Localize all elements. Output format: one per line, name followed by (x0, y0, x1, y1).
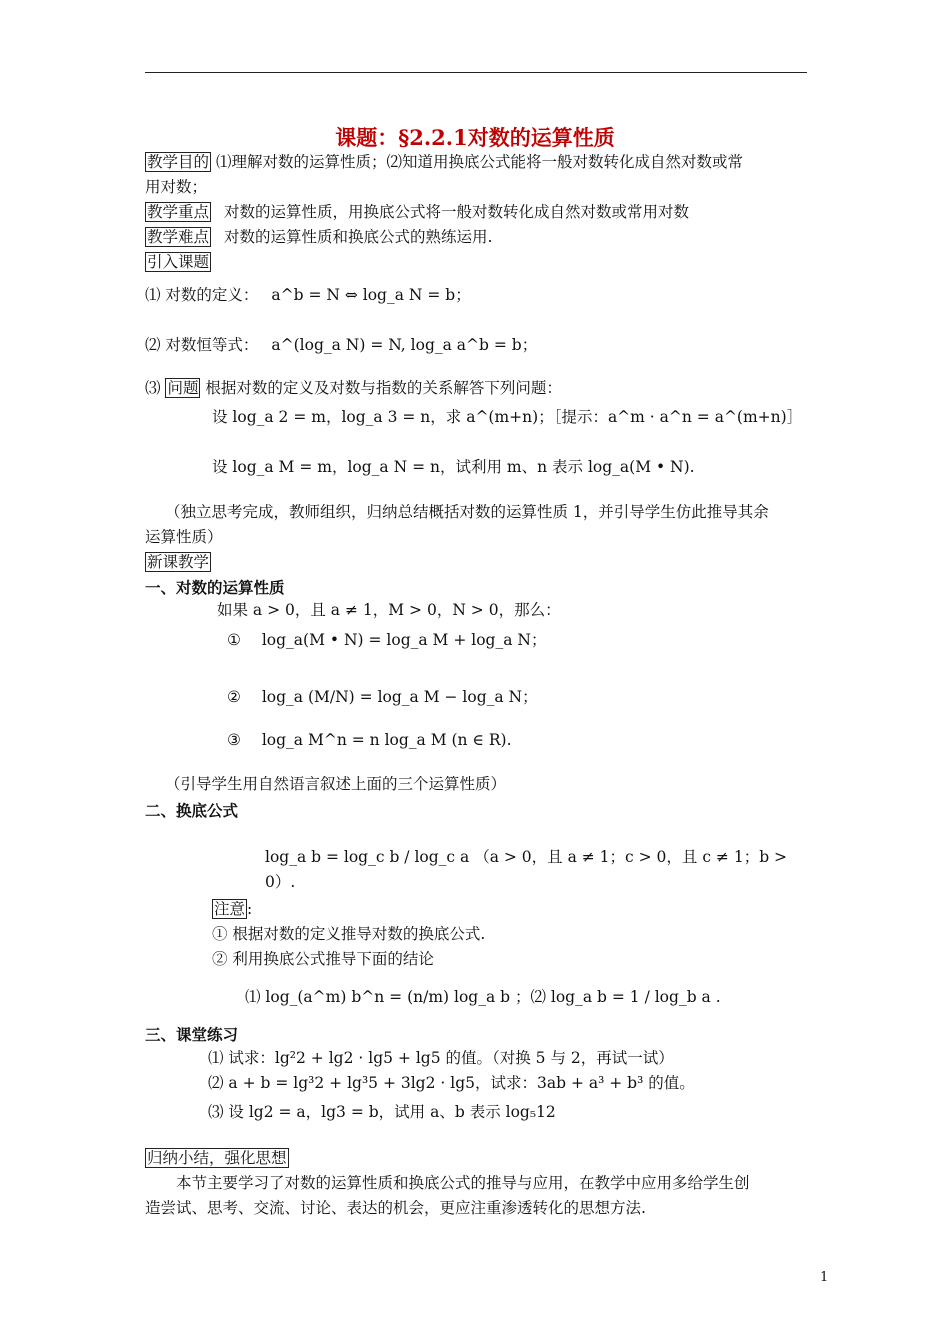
prop2-formula: log_a (M/N) = log_a M − log_a N； (261, 688, 538, 706)
change-of-base-formula: log_a b = log_c b / log_c a （a > 0，且 a ≠ 1；c > 0，且 c ≠ 1；b > 0）. (265, 848, 788, 891)
property-1 (227, 628, 807, 653)
goal-text-line1: ⑴理解对数的运算性质；⑵知道用换底公式能将一般对数转化成自然对数或常 (215, 153, 743, 171)
section-1-title: 一、对数的运算性质 (145, 578, 285, 597)
teaching-goal (145, 150, 807, 200)
item2-formula: a^(log_a N) = N, log_a a^b = b； (271, 336, 538, 354)
question-2: 设 log_a M = m，log_a N = n，试利用 m、n 表示 log_a(M • N). (212, 458, 695, 476)
property-3 (227, 728, 807, 753)
lesson-title: 课题：§2.2.1对数的运算性质 (335, 125, 615, 150)
teaching-focus (145, 200, 807, 225)
teaching-difficulty (145, 225, 807, 250)
exercise-3: ⑶ 设 lg2 = a，lg3 = b，试用 a、b 表示 log₅12 (208, 1103, 556, 1121)
difficulty-text: 对数的运算性质和换底公式的熟练运用. (223, 228, 493, 246)
section-3-title: 三、课堂练习 (145, 1025, 239, 1044)
attention-label: 注意 (214, 900, 246, 918)
question-label: 问题 (167, 379, 199, 397)
attention-2: ② 利用换底公式推导下面的结论 (212, 950, 434, 968)
focus-label: 教学重点 (147, 203, 210, 221)
new-lesson-label: 新课教学 (147, 553, 210, 571)
item2-label: ⑵ 对数恒等式： (145, 336, 259, 354)
prop2-num: ② (227, 688, 241, 706)
header-rule (145, 72, 807, 73)
exercise-1: ⑴ 试求：lg²2 + lg2 · lg5 + lg5 的值。（对换 5 与 2，再试一试） (208, 1049, 674, 1067)
conclusions: ⑴ log_(a^m) b^n = (n/m) log_a b ；⑵ log_a b = 1 / log_b a . (245, 988, 721, 1006)
summary-text (145, 1171, 807, 1221)
intro-note-line1: （独立思考完成，教师组织，归纳总结概括对数的运算性质 1，并引导学生仿此推导其余 (165, 503, 769, 521)
attention-heading: 注意 : (214, 900, 253, 918)
item1-label: ⑴ 对数的定义： (145, 286, 259, 304)
property-2 (227, 685, 807, 710)
intro-note-line2: 运算性质） (145, 528, 223, 546)
new-lesson-heading (145, 550, 807, 575)
goal-text-line2: 用对数； (145, 178, 208, 196)
item3-text: 根据对数的定义及对数与指数的关系解答下列问题： (205, 379, 562, 397)
section-1-condition: 如果 a > 0，且 a ≠ 1，M > 0，N > 0，那么： (217, 601, 561, 619)
intro-label: 引入课题 (147, 253, 210, 271)
exercise-2: ⑵ a + b = lg³2 + lg³5 + 3lg2 · lg5，试求：3ab + a³ + b³ 的值。 (208, 1074, 695, 1092)
item1-formula: a^b = N ⇔ log_a N = b； (271, 286, 471, 304)
difficulty-label: 教学难点 (147, 228, 210, 246)
summary-heading (145, 1146, 807, 1171)
property-note: （引导学生用自然语言叙述上面的三个运算性质） (165, 775, 507, 793)
prop3-formula: log_a M^n = n log_a M (n ∈ R). (261, 731, 512, 749)
prop3-num: ③ (227, 731, 241, 749)
prop1-num: ① (227, 631, 241, 649)
summary-label: 归纳小结，强化思想 (147, 1149, 287, 1167)
intro-item-3 (145, 376, 807, 401)
intro-note (145, 500, 807, 550)
goal-label: 教学目的 (147, 153, 210, 171)
summary-line1: 本节主要学习了对数的运算性质和换底公式的推导与应用，在教学中应用多给学生创 (176, 1174, 750, 1192)
summary-line2: 造尝试、思考、交流、讨论、表达的机会，更应注重渗透转化的思想方法. (145, 1199, 646, 1217)
focus-text: 对数的运算性质，用换底公式将一般对数转化成自然对数或常用对数 (223, 203, 689, 221)
intro-item-1 (145, 283, 807, 308)
item3-num: ⑶ (145, 379, 161, 397)
intro-heading (145, 250, 807, 275)
question-1: 设 log_a 2 = m，log_a 3 = n，求 a^(m+n)；［提示：a^m · a^n = a^(m+n)］ (212, 408, 803, 426)
attention-1: ① 根据对数的定义推导对数的换底公式. (212, 925, 486, 943)
section-2-title: 二、换底公式 (145, 801, 239, 820)
page-number: 1 (820, 1270, 829, 1285)
intro-item-2 (145, 333, 807, 358)
prop1-formula: log_a(M • N) = log_a M + log_a N； (261, 631, 547, 649)
